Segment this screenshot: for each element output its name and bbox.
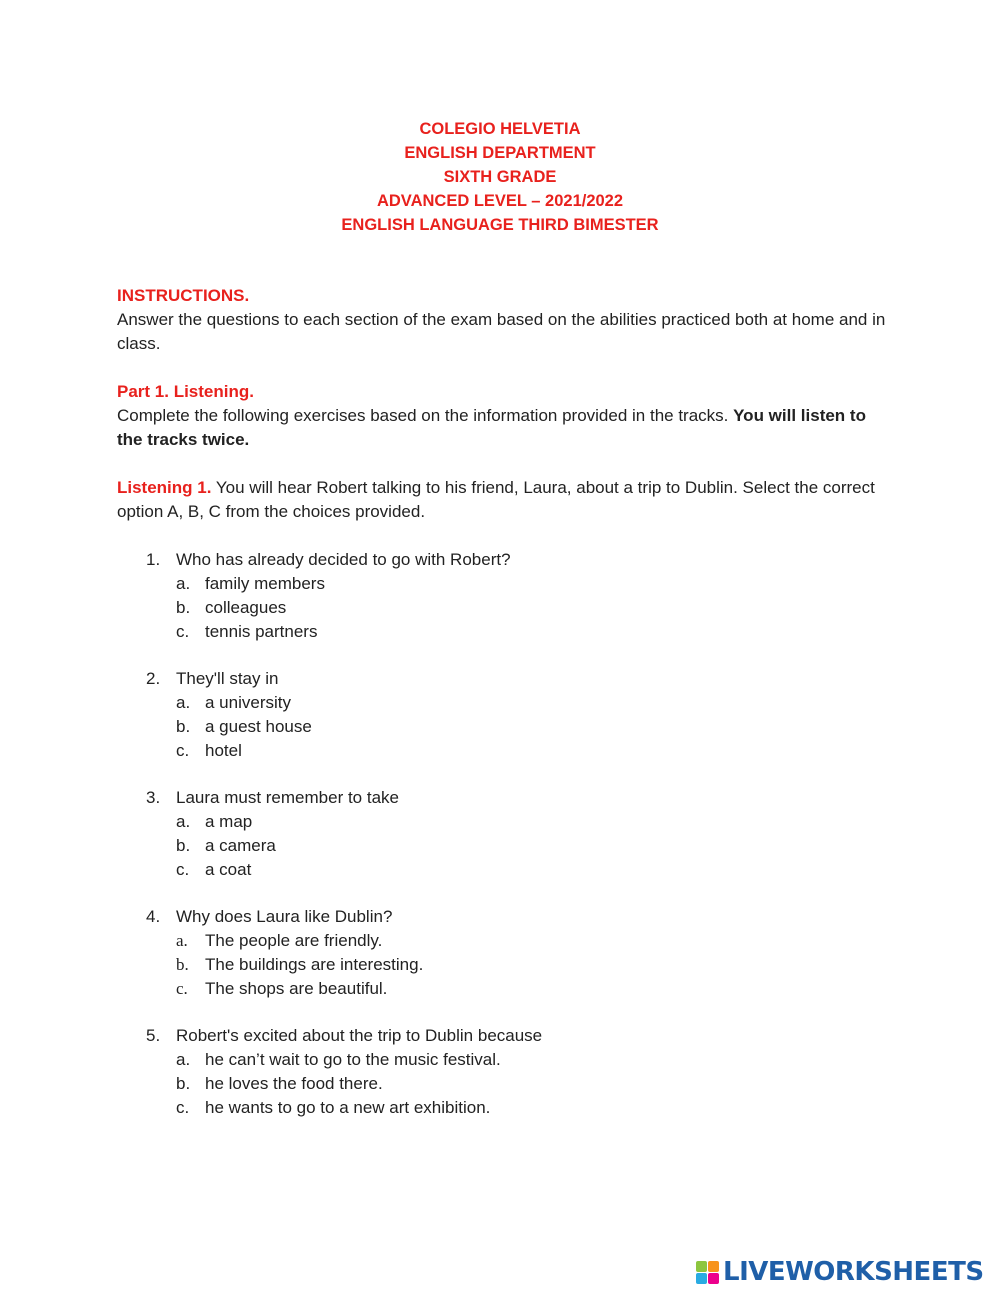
answer-option[interactable] bbox=[146, 1048, 846, 1072]
part1-text bbox=[117, 404, 887, 452]
grade: SIXTH GRADE bbox=[443, 168, 557, 186]
answer-option[interactable] bbox=[146, 953, 846, 977]
question-number: 4. bbox=[146, 907, 161, 926]
option-letter: b. bbox=[176, 1074, 191, 1093]
answer-option[interactable] bbox=[146, 834, 846, 858]
question-text: They'll stay in bbox=[176, 669, 279, 688]
option-letter: c. bbox=[176, 860, 190, 879]
question-1 bbox=[146, 548, 846, 644]
option-letter: c. bbox=[176, 1098, 190, 1117]
option-letter: c. bbox=[176, 979, 188, 998]
logo-block bbox=[708, 1273, 719, 1284]
option-text: The shops are beautiful. bbox=[205, 979, 388, 998]
instructions-heading: INSTRUCTIONS. bbox=[117, 286, 250, 305]
option-letter: c. bbox=[176, 622, 190, 641]
option-text: The buildings are interesting. bbox=[205, 955, 424, 974]
option-text: he wants to go to a new art exhibition. bbox=[205, 1098, 491, 1117]
option-letter: b. bbox=[176, 955, 189, 974]
answer-option[interactable] bbox=[146, 929, 846, 953]
option-letter: b. bbox=[176, 717, 191, 736]
option-text: The people are friendly. bbox=[205, 931, 383, 950]
document-header bbox=[0, 117, 1000, 237]
option-text: a map bbox=[205, 812, 253, 831]
level: ADVANCED LEVEL – 2021/2022 bbox=[376, 192, 624, 210]
question-stem bbox=[146, 667, 846, 691]
answer-option[interactable] bbox=[146, 977, 846, 1001]
question-text: Robert's excited about the trip to Dublin because bbox=[176, 1026, 543, 1045]
question-text: Who has already decided to go with Robert? bbox=[176, 550, 511, 569]
answer-option[interactable] bbox=[146, 739, 846, 763]
instructions-section bbox=[117, 284, 887, 356]
term-title: ENGLISH LANGUAGE THIRD BIMESTER bbox=[341, 216, 659, 234]
answer-option[interactable] bbox=[146, 1096, 846, 1120]
option-text: family members bbox=[205, 574, 325, 593]
answer-option[interactable] bbox=[146, 572, 846, 596]
question-text: Why does Laura like Dublin? bbox=[176, 907, 393, 926]
option-letter: c. bbox=[176, 741, 190, 760]
question-stem bbox=[146, 905, 846, 929]
answer-option[interactable] bbox=[146, 810, 846, 834]
option-letter: b. bbox=[176, 836, 191, 855]
option-text: tennis partners bbox=[205, 622, 318, 641]
option-text: a guest house bbox=[205, 717, 312, 736]
logo-icon bbox=[696, 1261, 719, 1284]
question-4 bbox=[146, 905, 846, 1001]
question-stem bbox=[146, 548, 846, 572]
answer-option[interactable] bbox=[146, 858, 846, 882]
question-3 bbox=[146, 786, 846, 882]
answer-option[interactable] bbox=[146, 691, 846, 715]
question-number: 5. bbox=[146, 1026, 161, 1045]
listening1-text bbox=[117, 476, 887, 524]
answer-option[interactable] bbox=[146, 715, 846, 739]
logo-text: LIVEWORKSHEETS bbox=[723, 1257, 984, 1287]
logo-block bbox=[708, 1261, 719, 1272]
option-text: a university bbox=[205, 693, 291, 712]
answer-option[interactable] bbox=[146, 620, 846, 644]
part1-text-regular: Complete the following exercises based on the information provided in the tracks. bbox=[117, 406, 734, 425]
listening1-section bbox=[117, 476, 887, 524]
school-name: COLEGIO HELVETIA bbox=[419, 120, 581, 138]
part1-text-bold: You will listen to the tracks twice. bbox=[117, 406, 866, 449]
option-letter: a. bbox=[176, 931, 188, 950]
listening1-instructions: You will hear Robert talking to his friend, Laura, about a trip to Dublin. Select the correct option A, B, C from the choices provided. bbox=[117, 478, 875, 521]
question-number: 1. bbox=[146, 550, 161, 569]
option-text: he can’t wait to go to the music festival. bbox=[205, 1050, 501, 1069]
question-5 bbox=[146, 1024, 846, 1120]
question-text: Laura must remember to take bbox=[176, 788, 399, 807]
question-number: 2. bbox=[146, 669, 161, 688]
option-letter: a. bbox=[176, 693, 191, 712]
answer-option[interactable] bbox=[146, 596, 846, 620]
option-text: a camera bbox=[205, 836, 276, 855]
liveworksheets-logo bbox=[696, 1255, 996, 1289]
option-text: hotel bbox=[205, 741, 242, 760]
question-stem bbox=[146, 1024, 846, 1048]
listening1-label: Listening 1. bbox=[117, 478, 212, 497]
question-2 bbox=[146, 667, 846, 763]
part1-section bbox=[117, 380, 887, 452]
answer-option[interactable] bbox=[146, 1072, 846, 1096]
question-number: 3. bbox=[146, 788, 161, 807]
option-text: he loves the food there. bbox=[205, 1074, 383, 1093]
instructions-text: Answer the questions to each section of the exam based on the abilities practiced both at home and in class. bbox=[117, 310, 886, 353]
department: ENGLISH DEPARTMENT bbox=[404, 144, 596, 162]
option-text: colleagues bbox=[205, 598, 287, 617]
question-stem bbox=[146, 786, 846, 810]
option-letter: b. bbox=[176, 598, 191, 617]
option-text: a coat bbox=[205, 860, 252, 879]
option-letter: a. bbox=[176, 574, 191, 593]
logo-block bbox=[696, 1261, 707, 1272]
part1-heading: Part 1. Listening. bbox=[117, 382, 254, 401]
option-letter: a. bbox=[176, 1050, 191, 1069]
logo-block bbox=[696, 1273, 707, 1284]
option-letter: a. bbox=[176, 812, 191, 831]
